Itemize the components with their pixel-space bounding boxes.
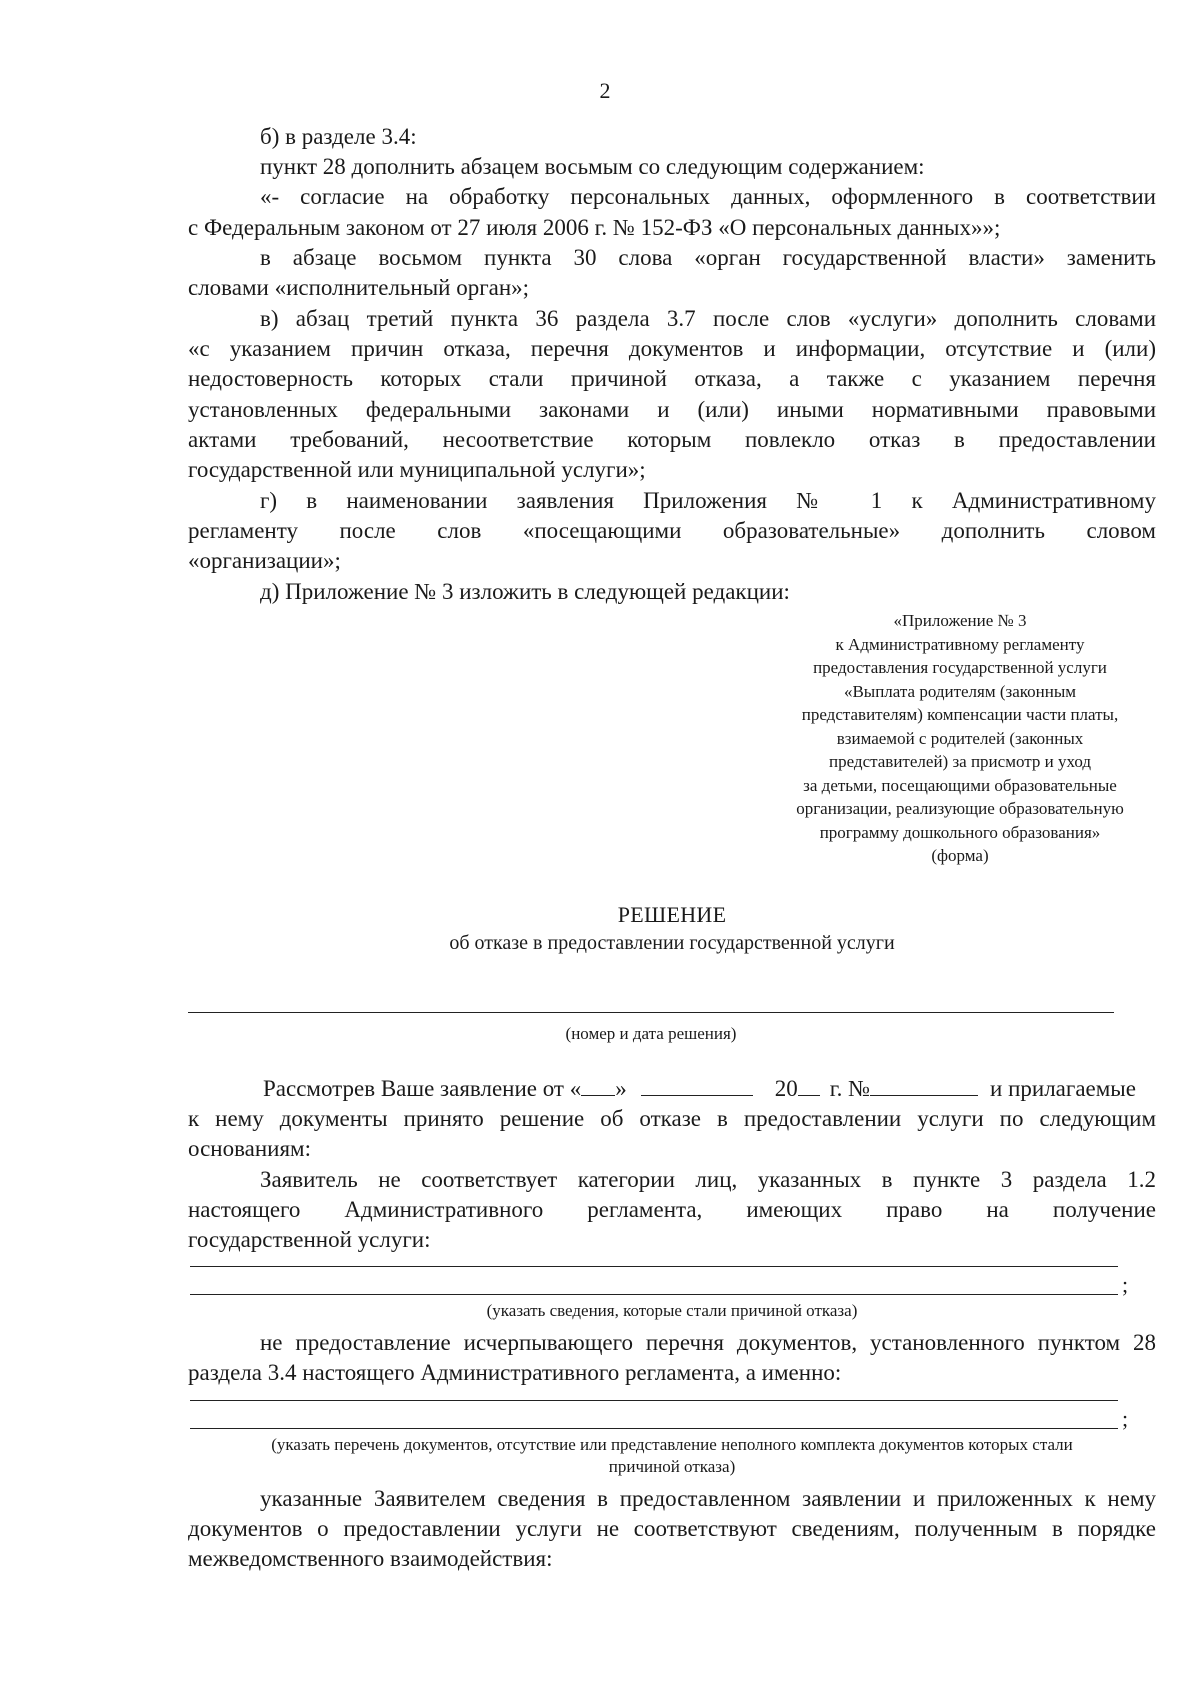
section-v-line: актами требований, несоответствие которым повлекло отказ в предоставлении (188, 426, 1156, 452)
annex-line: представителей) за присмотр и уход (829, 752, 1091, 771)
point-30-line-2: словами «исполнительный орган»; (188, 275, 530, 301)
info-line-1: указанные Заявителем сведения в предоставленном заявлении и приложенных к нему (260, 1486, 1156, 1511)
considered-fill-row (188, 1074, 1156, 1104)
docs-caption-line-1: (указать перечень документов, отсутствие или представление неполного комплекта документов которых стали (271, 1435, 1073, 1454)
consent-line-2: с Федеральным законом от 27 июля 2006 г. № 152-ФЗ «О персональных данных»»; (188, 214, 1001, 240)
section-v-line: в) абзац третий пункта 36 раздела 3.7 после слов «услуги» дополнить словами (260, 306, 1156, 331)
docs-blank-line-1 (190, 1400, 1118, 1401)
considered-paragraph (188, 1074, 1156, 1255)
annex-form-label: (форма) (931, 846, 989, 865)
point-30-line-1: в абзаце восьмом пункта 30 слова «орган государственной власти» заменить (260, 244, 1156, 270)
section-g (188, 486, 1156, 607)
considered-quote-close: » (615, 1076, 627, 1101)
consent-line-1: «- согласие на обработку персональных данных, оформленного в соответствии (260, 184, 1156, 210)
annex-line: представителям) компенсации части платы, (801, 705, 1119, 724)
info-line-2: документов о предоставлении услуги не соответствуют сведениям, полученным в порядке (188, 1516, 1156, 1542)
docs-blank-line-2 (190, 1428, 1118, 1429)
section-v-last-line: государственной или муниципальной услуги»; (188, 457, 646, 483)
year-blank (798, 1075, 820, 1096)
applicant-line-1: Заявитель не соответствует категории лиц, указанных в пункте 3 раздела 1.2 (260, 1166, 1156, 1192)
section-g-line: регламенту после слов «посещающими образовательные» дополнить словом (188, 518, 1156, 544)
info-line-3: межведомственного взаимодействия: (188, 1546, 553, 1572)
reason-semicolon: ; (1122, 1272, 1129, 1297)
docs-caption-line-2: причиной отказа) (608, 1457, 736, 1476)
number-date-caption: (номер и дата решения) (565, 1024, 737, 1043)
applicant-line-2: настоящего Административного регламента, имеющих право на получение (188, 1196, 1156, 1222)
nondoc-line-1: не предоставление исчерпывающего перечня документов, установленного пунктом 28 (260, 1330, 1156, 1355)
section-v-line: недостоверность которых стали причиной отказа, а также с указанием перечня (188, 366, 1156, 392)
section-b (188, 122, 1156, 303)
considered-year: 20 (774, 1076, 798, 1101)
docs-semicolon: ; (1122, 1406, 1129, 1431)
section-d-text: д) Приложение № 3 изложить в следующей редакции: (260, 578, 790, 604)
decision-number-line (188, 1012, 1114, 1013)
considered-line-3: основаниям: (188, 1136, 311, 1162)
considered-g: г. № (829, 1076, 871, 1101)
annex-line: организации, реализующие образовательную (796, 799, 1124, 818)
annex-line: за детьми, посещающими образовательные (803, 775, 1117, 795)
applicant-line-3: государственной услуги: (188, 1227, 431, 1253)
considered-suffix: и прилагаемые (990, 1076, 1136, 1101)
section-v-line: «с указанием причин отказа, перечня документов и информации, отсутствие и (или) (188, 336, 1156, 362)
month-blank (641, 1075, 753, 1096)
docs-caption (188, 1434, 1156, 1478)
decision-title: РЕШЕНИЕ (617, 902, 727, 927)
decision-subtitle: об отказе в предоставлении государственной услуги (449, 932, 895, 954)
reason-blank-line-1 (190, 1266, 1118, 1267)
section-b-heading: б) в разделе 3.4: (260, 124, 417, 149)
section-v-line: установленных федеральными законами и (или) иными нормативными правовыми (188, 396, 1156, 422)
page-number: 2 (599, 78, 611, 103)
annex-line: предоставления государственной услуги (813, 658, 1107, 677)
annex-line: «Приложение № 3 (893, 611, 1027, 630)
annex-line: взимаемой с родителей (законных (836, 728, 1084, 748)
section-g-last-line: «организации»; (188, 548, 341, 574)
section-v (188, 304, 1156, 485)
annex-line: программу дошкольного образования» (819, 822, 1101, 842)
reason-caption: (указать сведения, которые стали причиной отказа) (486, 1301, 858, 1320)
nondoc-paragraph (188, 1328, 1156, 1388)
day-blank (581, 1075, 615, 1096)
annex-line: к Административному регламенту (835, 634, 1085, 654)
annex-header (740, 609, 1180, 868)
point-28-text: пункт 28 дополнить абзацем восьмым со следующим содержанием: (260, 154, 925, 180)
section-g-line: г) в наименовании заявления Приложения № 1 к Административному (260, 488, 1156, 513)
annex-line: «Выплата родителям (законным (843, 681, 1077, 701)
number-blank (870, 1075, 978, 1096)
considered-prefix: Рассмотрев Ваше заявление от « (263, 1076, 582, 1101)
reason-blank-line-2 (190, 1294, 1118, 1295)
nondoc-line-2: раздела 3.4 настоящего Административного регламента, а именно: (188, 1360, 842, 1386)
info-paragraph (188, 1484, 1156, 1575)
considered-line-2: к нему документы принято решение об отказе в предоставлении услуги по следующим (188, 1106, 1156, 1132)
